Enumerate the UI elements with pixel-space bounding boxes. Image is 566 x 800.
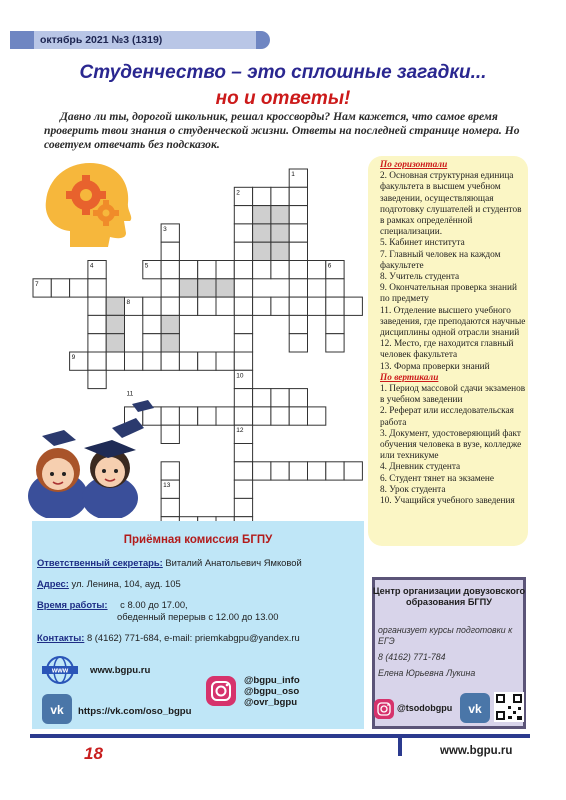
crossword-cell[interactable]: [234, 242, 252, 260]
crossword-cell[interactable]: [234, 297, 252, 315]
crossword-cell[interactable]: [289, 206, 307, 224]
crossword-number: 4: [89, 262, 94, 270]
address-value: ул. Ленина, 104, ауд. 105: [71, 578, 181, 589]
crossword-cell[interactable]: [216, 352, 234, 370]
crossword-cell[interactable]: [308, 407, 326, 425]
crossword-cell[interactable]: [234, 407, 252, 425]
crossword-cell[interactable]: [216, 297, 234, 315]
svg-text:vk: vk: [468, 702, 482, 716]
across-clue: 8. Учитель студента: [380, 272, 460, 283]
crossword-cell[interactable]: [88, 352, 106, 370]
crossword-number: 1: [291, 171, 295, 178]
center-description: организует курсы подготовки к ЕГЭ: [378, 625, 513, 646]
crossword-cell[interactable]: [143, 297, 161, 315]
crossword-cell[interactable]: [143, 352, 161, 370]
instagram-icon[interactable]: [206, 676, 236, 706]
crossword-cell[interactable]: [326, 297, 344, 315]
crossword-number: 13: [163, 482, 171, 490]
crossword-cell[interactable]: [271, 206, 289, 224]
hours-row-2: [117, 611, 278, 623]
crossword-cell[interactable]: [88, 370, 106, 388]
down-clue: 6. Студент тянет на экзамене: [380, 473, 495, 484]
crossword-cell[interactable]: [51, 279, 69, 297]
across-clue: 13. Форма проверки знаний: [380, 361, 490, 372]
crossword-cell[interactable]: [234, 498, 252, 516]
crossword-cell[interactable]: [344, 297, 362, 315]
vk-icon[interactable]: [460, 693, 490, 723]
crossword-cell[interactable]: [179, 407, 197, 425]
across-clue: 5. Кабинет института: [380, 238, 465, 249]
footer-site[interactable]: www.bgpu.ru: [440, 745, 513, 757]
crossword-cell[interactable]: [198, 279, 216, 297]
crossword-cell[interactable]: [271, 187, 289, 205]
crossword-cell[interactable]: [271, 224, 289, 242]
hours-value-2: обеденный перерыв с 12.00 до 13.00: [117, 611, 279, 622]
down-heading: По вертикали: [380, 372, 439, 383]
qr-code-icon[interactable]: [494, 692, 524, 722]
crossword-cell[interactable]: [308, 261, 326, 279]
vk-link[interactable]: https://vk.com/oso_bgpu: [78, 706, 192, 717]
crossword-cell[interactable]: [234, 462, 252, 480]
center-phone: 8 (4162) 771-784: [378, 652, 446, 662]
crossword-number: 6: [327, 262, 332, 270]
crossword-cell[interactable]: [143, 334, 161, 352]
crossword-cell[interactable]: [326, 334, 344, 352]
crossword-cell[interactable]: [289, 407, 307, 425]
crossword-cell[interactable]: [106, 315, 124, 333]
crossword-number: 2: [236, 189, 240, 197]
crossword-cell[interactable]: [179, 279, 197, 297]
issue-label: октябрь 2021 №3 (1319): [34, 31, 256, 49]
hours-value-1: с 8.00 до 17.00,: [120, 599, 188, 610]
crossword-cell[interactable]: [234, 334, 252, 352]
crossword-cell[interactable]: [289, 462, 307, 480]
crossword-cell[interactable]: [289, 297, 307, 315]
crossword-cell[interactable]: [271, 462, 289, 480]
vk-icon[interactable]: [42, 694, 72, 724]
crossword-number: 8: [126, 299, 131, 307]
crossword-cell[interactable]: [253, 187, 271, 205]
crossword-cell[interactable]: [253, 242, 271, 260]
crossword-cell[interactable]: [161, 279, 179, 297]
crossword-cell[interactable]: [161, 352, 179, 370]
contacts-row: [37, 632, 300, 644]
crossword-cell[interactable]: [216, 407, 234, 425]
down-clue-list: [380, 384, 528, 507]
secretary-row: [37, 557, 302, 569]
crossword-cell[interactable]: [70, 279, 88, 297]
crossword-cell[interactable]: [234, 224, 252, 242]
crossword-cell[interactable]: [88, 334, 106, 352]
instagram-handle-2[interactable]: @bgpu_oso: [244, 686, 300, 697]
footer-rule: [30, 734, 530, 738]
crossword-cell[interactable]: [271, 389, 289, 407]
crossword-cell[interactable]: [179, 261, 197, 279]
contacts-value[interactable]: 8 (4162) 771-684, e-mail: priemkabgpu@yandex.ru: [86, 632, 300, 643]
page-title: Студенчество – это сплошные загадки...: [79, 62, 487, 83]
crossword-cell[interactable]: [88, 297, 106, 315]
crossword-cell[interactable]: [106, 297, 124, 315]
crossword-number: 9: [71, 354, 76, 361]
hours-label: Время работы:: [37, 599, 108, 610]
crossword-cell[interactable]: [234, 352, 252, 370]
crossword-cell[interactable]: [179, 297, 197, 315]
page-subtitle: но и ответы!: [215, 88, 351, 109]
crossword-cell[interactable]: [179, 352, 197, 370]
crossword-cell[interactable]: [271, 261, 289, 279]
crossword-cell[interactable]: [198, 352, 216, 370]
crossword-cell[interactable]: [289, 315, 307, 333]
crossword-cell[interactable]: [198, 407, 216, 425]
down-clue: 10. Учащийся учебного заведения: [380, 496, 515, 507]
across-clue: 12. Место, где находится главный человек факультета: [380, 339, 514, 361]
crossword-cell[interactable]: [161, 334, 179, 352]
address-row: [37, 578, 181, 590]
crossword-cell[interactable]: [289, 224, 307, 242]
center-person: Елена Юрьевна Лукина: [378, 668, 476, 678]
across-clue-list: [380, 171, 528, 373]
crossword-cell[interactable]: [198, 297, 216, 315]
crossword-cell[interactable]: [289, 279, 307, 297]
crossword-cell[interactable]: [106, 352, 124, 370]
crossword-number: 12: [236, 427, 244, 435]
crossword-cell[interactable]: [289, 242, 307, 260]
crossword-cell[interactable]: [271, 407, 289, 425]
crossword-cell[interactable]: [253, 389, 271, 407]
crossword-cell[interactable]: [326, 315, 344, 333]
address-label: Адрес:: [37, 578, 69, 589]
crossword-cell[interactable]: [106, 334, 124, 352]
across-clue: 2. Основная структурная единица факультета в высшем учебном заведении, осуществляющая подготовку слушателей и студентов в рамках определённой специализации.: [380, 171, 522, 238]
down-clue: 4. Дневник студента: [380, 462, 461, 473]
crossword-number: 3: [163, 225, 167, 233]
clues-text: [380, 160, 528, 507]
crossword-cell[interactable]: [216, 261, 234, 279]
down-clue: 1. Период массовой сдачи экзаменов в учебном заведении: [380, 384, 526, 406]
center-title: Центр организации довузовского образования БГПУ: [372, 586, 526, 607]
crossword-cell[interactable]: [88, 315, 106, 333]
crossword-number: 5: [144, 262, 149, 270]
intro-text: Давно ли ты, дорогой школьник, решал кроссворды? Нам кажется, что самое время проверить твои знания о студенческой жизни. Ответы на последней странице номера. Но советуем отвечать без подсказок.: [44, 110, 520, 151]
crossword-cell[interactable]: [289, 389, 307, 407]
across-heading: По горизонтали: [380, 160, 448, 170]
center-instagram[interactable]: @tsodobgpu: [397, 703, 453, 713]
crossword-cell[interactable]: [234, 480, 252, 498]
crossword-cell[interactable]: [271, 297, 289, 315]
crossword-cell[interactable]: [161, 242, 179, 260]
crossword-cell[interactable]: [234, 389, 252, 407]
crossword-cell[interactable]: [161, 315, 179, 333]
crossword-cell[interactable]: [289, 187, 307, 205]
down-clue: 2. Реферат или исследовательская работа: [380, 406, 514, 428]
across-clue: 9. Окончательная проверка знаний по предмету: [380, 283, 517, 305]
crossword-cell[interactable]: [216, 279, 234, 297]
crossword-number: 10: [236, 372, 244, 380]
graduates-illustration-icon: [14, 400, 164, 518]
crossword-number: 11: [126, 390, 134, 398]
crossword-number: 7: [35, 280, 39, 288]
crossword-cell[interactable]: [271, 242, 289, 260]
crossword-cell[interactable]: [326, 279, 344, 297]
crossword-cell[interactable]: [161, 261, 179, 279]
instagram-handles: [244, 675, 300, 708]
crossword-cell[interactable]: [234, 444, 252, 462]
crossword-cell[interactable]: [234, 261, 252, 279]
admission-title: Приёмная комиссия БГПУ: [123, 534, 273, 546]
secretary-value: Виталий Анатольевич Ямковой: [165, 557, 302, 568]
crossword-cell[interactable]: [198, 261, 216, 279]
secretary-label: Ответственный секретарь:: [37, 557, 163, 568]
crossword-cell[interactable]: [326, 462, 344, 480]
footer-divider: [398, 734, 402, 756]
crossword-cell[interactable]: [344, 462, 362, 480]
crossword-cell[interactable]: [234, 315, 252, 333]
crossword-cell[interactable]: [253, 206, 271, 224]
svg-text:vk: vk: [50, 703, 64, 717]
website-link[interactable]: www.bgpu.ru: [90, 665, 151, 676]
across-clue: 7. Главный человек на каждом факультете: [380, 249, 501, 271]
instagram-handle-1[interactable]: @bgpu_info: [244, 675, 300, 686]
crossword-cell[interactable]: [234, 279, 252, 297]
down-clue: 8. Урок студента: [380, 484, 446, 495]
svg-text:www: www: [51, 667, 69, 675]
hours-row: [37, 599, 188, 611]
crossword-cell[interactable]: [234, 206, 252, 224]
instagram-icon[interactable]: [374, 699, 394, 719]
crossword-cell[interactable]: [289, 334, 307, 352]
crossword-cell[interactable]: [161, 297, 179, 315]
admission-panel: [32, 521, 364, 729]
crossword-cell[interactable]: [253, 407, 271, 425]
crossword-cell[interactable]: [88, 279, 106, 297]
across-clue: 11. Отделение высшего учебного заведения, где преподаются научные дисциплины одной отрасли знаний: [380, 305, 526, 339]
crossword-cell[interactable]: [125, 352, 143, 370]
crossword-cell[interactable]: [289, 261, 307, 279]
crossword-cell[interactable]: [253, 224, 271, 242]
page-number: 18: [84, 744, 103, 763]
crossword-cell[interactable]: [253, 297, 271, 315]
crossword-cell[interactable]: [143, 315, 161, 333]
www-globe-icon: [40, 655, 80, 685]
crossword-cell[interactable]: [253, 261, 271, 279]
crossword-cell[interactable]: [253, 462, 271, 480]
crossword-cell[interactable]: [308, 297, 326, 315]
crossword-cell[interactable]: [308, 462, 326, 480]
contacts-label: Контакты:: [37, 632, 85, 643]
down-clue: 3. Документ, удостоверяющий факт обучения человека в вузе, колледже или техникуме: [380, 428, 522, 462]
instagram-handle-3[interactable]: @ovr_bgpu: [244, 697, 298, 708]
